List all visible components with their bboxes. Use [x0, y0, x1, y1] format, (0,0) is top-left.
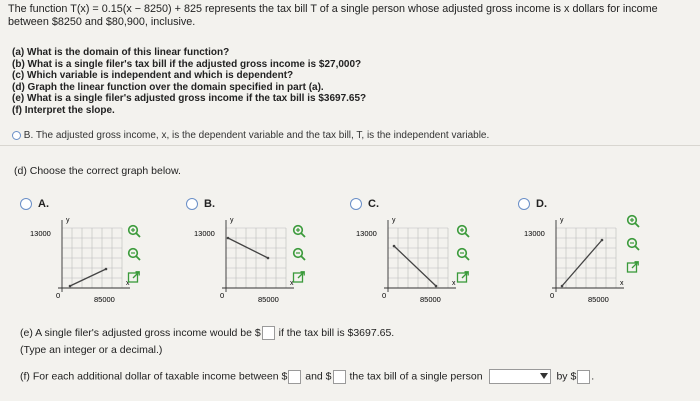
- open-external-icon[interactable]: [456, 270, 470, 284]
- question-list: [12, 47, 366, 117]
- graph-c-origin: 0: [382, 291, 387, 300]
- graph-d-x-label: x: [620, 280, 624, 287]
- graph-b-x-label: x: [290, 280, 294, 287]
- graph-b-x-tick: 85000: [258, 295, 279, 304]
- part-f-text-3: the tax bill of a single person: [346, 370, 483, 383]
- graph-c-x-label: x: [452, 280, 456, 287]
- graph-d-origin: 0: [550, 291, 555, 300]
- partial-answer-line: [12, 130, 489, 141]
- part-f-question: [20, 369, 594, 384]
- option-c[interactable]: [350, 198, 379, 210]
- problem-line-2: between $8250 and $80,900, inclusive.: [8, 16, 196, 28]
- graph-a-y-tick: 13000: [30, 229, 51, 238]
- partial-answer-text: B. The adjusted gross income, x, is the dependent variable and the tax bill, T, is the independent variable.: [23, 130, 490, 141]
- option-b[interactable]: [186, 198, 215, 210]
- chevron-down-icon: [540, 373, 548, 379]
- part-f-text-2: and $: [302, 370, 332, 383]
- graph-d-y-label: y: [560, 217, 564, 224]
- graph-a-x-tick: 85000: [94, 295, 115, 304]
- part-e-hint: (Type an integer or a decimal.): [20, 344, 163, 356]
- graph-b-tools: [292, 224, 306, 284]
- graph-b-y-label: y: [230, 217, 234, 224]
- option-a-label: A.: [38, 198, 49, 210]
- option-a[interactable]: [20, 198, 49, 210]
- part-d-prompt: (d) Choose the correct graph below.: [14, 165, 181, 177]
- zoom-in-icon[interactable]: [127, 224, 141, 238]
- question-b: (b) What is a single filer's tax bill if the adjusted gross income is $27,000?: [12, 58, 362, 70]
- part-f-change-dropdown[interactable]: [489, 369, 551, 384]
- graph-c-tools: [456, 224, 470, 284]
- graph-d-tools: [626, 214, 640, 274]
- graph-c-line: [394, 246, 436, 286]
- graph-a-line: [70, 269, 106, 286]
- zoom-in-icon[interactable]: [456, 224, 470, 238]
- zoom-out-icon[interactable]: [292, 247, 306, 261]
- option-d-radio[interactable]: [518, 198, 530, 210]
- graph-b-y-tick: 13000: [194, 229, 215, 238]
- question-e: (e) What is a single filer's adjusted gross income if the tax bill is $3697.65?: [12, 93, 367, 105]
- part-f-amount-input[interactable]: [577, 370, 590, 384]
- graph-c-y-label: y: [392, 217, 396, 224]
- graph-b-origin: 0: [220, 291, 225, 300]
- option-d-label: D.: [536, 198, 547, 210]
- graph-a-tools: [127, 224, 141, 284]
- answer-radio[interactable]: [12, 131, 21, 140]
- option-c-radio[interactable]: [350, 198, 362, 210]
- part-e-income-input[interactable]: [262, 326, 275, 340]
- option-b-label: B.: [204, 198, 215, 210]
- part-f-text-1: (f) For each additional dollar of taxable income between $: [20, 370, 288, 383]
- problem-statement: [8, 3, 698, 29]
- part-f-lower-bound-input[interactable]: [288, 370, 301, 384]
- divider: [0, 145, 700, 146]
- question-f: (f) Interpret the slope.: [12, 104, 115, 116]
- zoom-out-icon[interactable]: [626, 237, 640, 251]
- part-e-text-before: (e) A single filer's adjusted gross income would be $: [20, 326, 261, 339]
- question-d: (d) Graph the linear function over the domain specified in part (a).: [12, 81, 324, 93]
- part-e-question: [20, 326, 394, 340]
- graph-c-y-tick: 13000: [356, 229, 377, 238]
- zoom-in-icon[interactable]: [292, 224, 306, 238]
- part-f-text-4: by $: [553, 370, 577, 383]
- problem-line-1: The function T(x) = 0.15(x − 8250) + 825 represents the tax bill T of a single person whose adjusted gross income is x dollars for income: [8, 3, 658, 15]
- open-external-icon[interactable]: [127, 270, 141, 284]
- graph-d-x-tick: 85000: [588, 295, 609, 304]
- graph-d-y-tick: 13000: [524, 229, 545, 238]
- option-d[interactable]: [518, 198, 547, 210]
- question-a: (a) What is the domain of this linear function?: [12, 47, 230, 58]
- open-external-icon[interactable]: [292, 270, 306, 284]
- graph-c-x-tick: 85000: [420, 295, 441, 304]
- graph-a-origin: 0: [56, 291, 61, 300]
- graph-a-y-label: y: [66, 217, 70, 224]
- graph-a-x-label: x: [126, 280, 130, 287]
- part-e-text-after: if the tax bill is $3697.65.: [275, 326, 395, 339]
- zoom-in-icon[interactable]: [626, 214, 640, 228]
- zoom-out-icon[interactable]: [456, 247, 470, 261]
- option-a-radio[interactable]: [20, 198, 32, 210]
- part-f-text-5: .: [591, 370, 595, 383]
- option-c-label: C.: [368, 198, 379, 210]
- open-external-icon[interactable]: [626, 260, 640, 274]
- part-f-upper-bound-input[interactable]: [333, 370, 346, 384]
- option-b-radio[interactable]: [186, 198, 198, 210]
- question-c: (c) Which variable is independent and which is dependent?: [12, 70, 294, 82]
- zoom-out-icon[interactable]: [127, 247, 141, 261]
